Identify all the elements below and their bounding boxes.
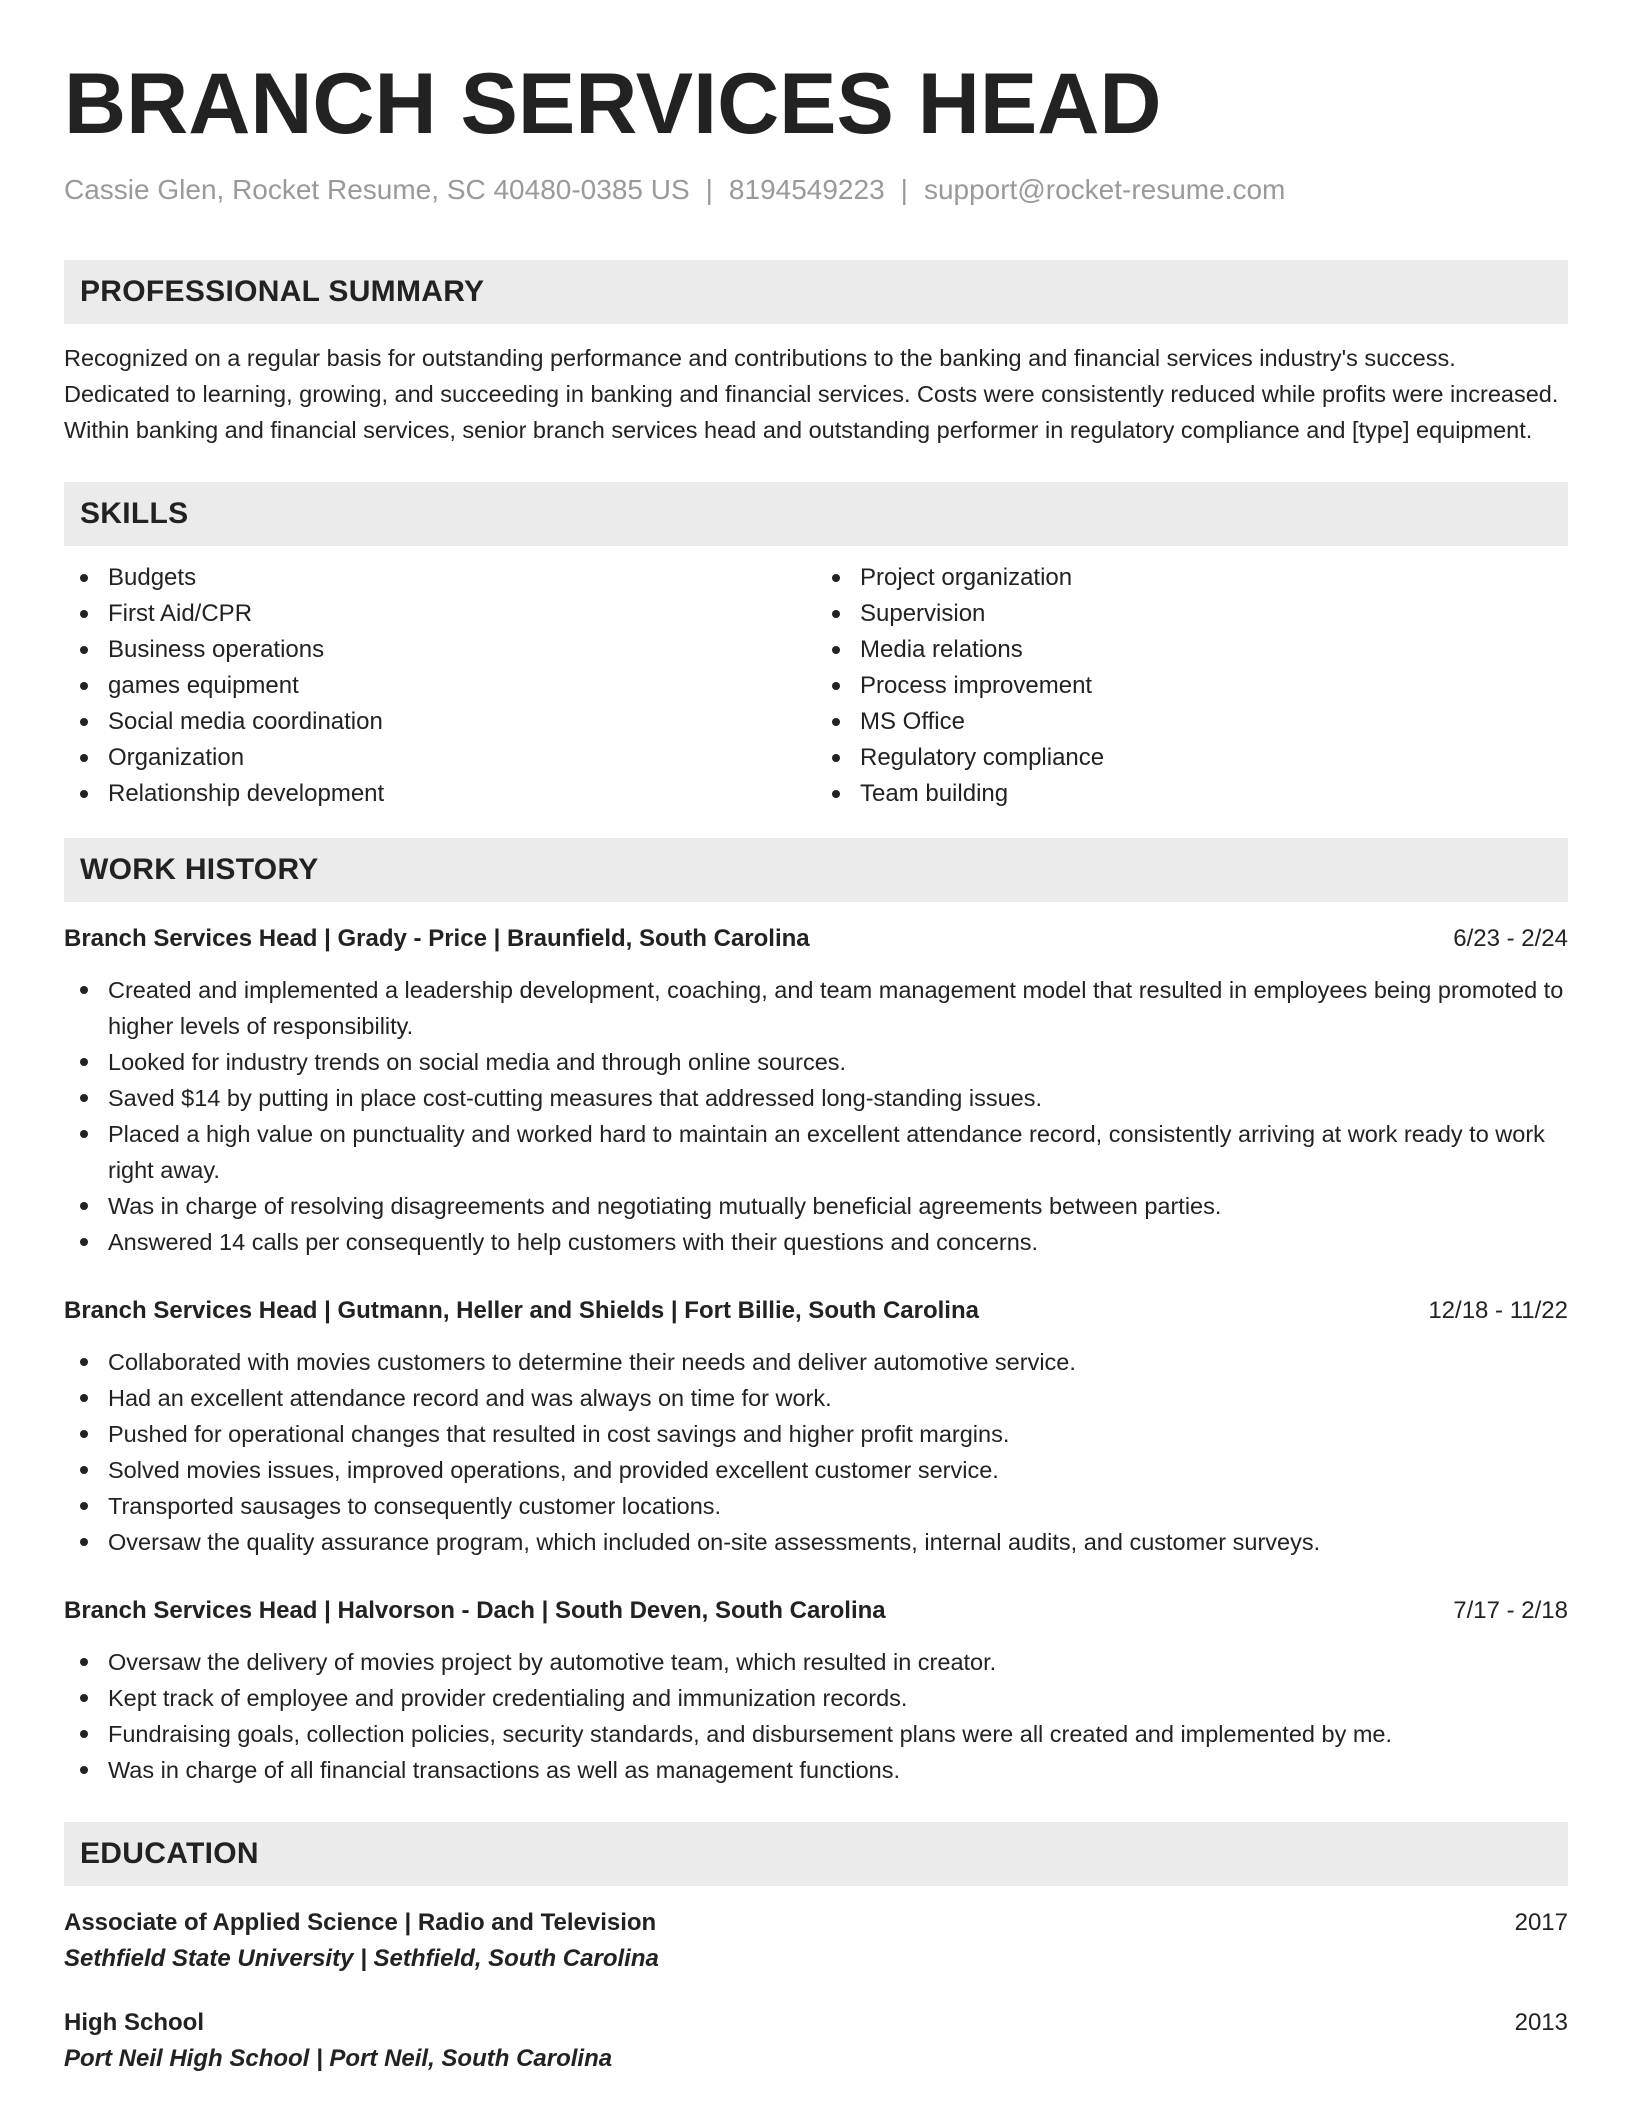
bullet-icon: [832, 574, 840, 582]
bullet-icon: [80, 1238, 88, 1246]
education-header: [64, 2006, 1568, 2040]
bullet-icon: [80, 682, 88, 690]
job-dates: 12/18 - 11/22: [1428, 1297, 1568, 1324]
skills-list: [64, 560, 1568, 812]
bullet-icon: [832, 682, 840, 690]
job-header: [64, 922, 1568, 956]
bullet-icon: [80, 754, 88, 762]
school-name: Sethfield State University | Sethfield, South Carolina: [64, 1945, 659, 1972]
job-bullets: [64, 1344, 1568, 1560]
skill-item: games equipment: [64, 668, 816, 704]
education-heading: EDUCATION: [64, 1822, 1568, 1886]
job-dates: 6/23 - 2/24: [1453, 925, 1568, 952]
skills-heading: SKILLS: [64, 482, 1568, 546]
job-entry: [64, 1294, 1568, 1560]
job-bullets: [64, 1644, 1568, 1788]
bullet-icon: [80, 1202, 88, 1210]
job-entry: [64, 1594, 1568, 1788]
bullet-icon: [80, 1394, 88, 1402]
job-bullets: [64, 972, 1568, 1260]
skill-item: MS Office: [816, 704, 1568, 740]
education-entry: [64, 1906, 1568, 1978]
skill-item: Social media coordination: [64, 704, 816, 740]
contact-separator: |: [900, 174, 908, 205]
education-year: 2013: [1514, 2009, 1568, 2036]
skill-item: Process improvement: [816, 668, 1568, 704]
job-bullet: Transported sausages to consequently customer locations.: [64, 1488, 1568, 1524]
work-history-heading: WORK HISTORY: [64, 838, 1568, 902]
job-header: [64, 1594, 1568, 1628]
education-entry: [64, 2006, 1568, 2078]
bullet-icon: [80, 790, 88, 798]
job-bullet: Had an excellent attendance record and was always on time for work.: [64, 1380, 1568, 1416]
job-bullet: Fundraising goals, collection policies, security standards, and disbursement plans were all created and implemented by me.: [64, 1716, 1568, 1752]
job-bullet: Oversaw the delivery of movies project by automotive team, which resulted in creator.: [64, 1644, 1568, 1680]
job-header: [64, 1294, 1568, 1328]
bullet-icon: [832, 646, 840, 654]
bullet-icon: [80, 718, 88, 726]
bullet-icon: [80, 1058, 88, 1066]
job-bullet: Was in charge of all financial transactions as well as management functions.: [64, 1752, 1568, 1788]
skill-item: Regulatory compliance: [816, 740, 1568, 776]
job-bullet: Created and implemented a leadership development, coaching, and team management model that resulted in employees being promoted to higher levels of responsibility.: [64, 972, 1568, 1044]
bullet-icon: [80, 610, 88, 618]
job-bullet: Placed a high value on punctuality and worked hard to maintain an excellent attendance record, consistently arriving at work ready to work right away.: [64, 1116, 1568, 1188]
bullet-icon: [80, 1730, 88, 1738]
bullet-icon: [80, 574, 88, 582]
school-name: Port Neil High School | Port Neil, South Carolina: [64, 2045, 613, 2072]
job-entry: [64, 922, 1568, 1260]
contact-email: support@rocket-resume.com: [923, 174, 1286, 205]
skill-item: Business operations: [64, 632, 816, 668]
contact-phone: 8194549223: [728, 174, 885, 205]
bullet-icon: [80, 1430, 88, 1438]
bullet-icon: [80, 1358, 88, 1366]
bullet-icon: [832, 610, 840, 618]
bullet-icon: [80, 1130, 88, 1138]
degree-name: Associate of Applied Science | Radio and Television: [64, 1909, 657, 1936]
skill-item: Supervision: [816, 596, 1568, 632]
job-dates: 7/17 - 2/18: [1453, 1597, 1568, 1624]
bullet-icon: [80, 1466, 88, 1474]
job-title: Branch Services Head | Gutmann, Heller and Shields | Fort Billie, South Carolina: [64, 1297, 979, 1324]
education-header: [64, 1906, 1568, 1940]
summary-heading: PROFESSIONAL SUMMARY: [64, 260, 1568, 324]
bullet-icon: [80, 1538, 88, 1546]
job-bullet: Collaborated with movies customers to determine their needs and deliver automotive service.: [64, 1344, 1568, 1380]
job-bullet: Answered 14 calls per consequently to help customers with their questions and concerns.: [64, 1224, 1568, 1260]
job-bullet: Solved movies issues, improved operations, and provided excellent customer service.: [64, 1452, 1568, 1488]
bullet-icon: [832, 718, 840, 726]
bullet-icon: [80, 1766, 88, 1774]
education-year: 2017: [1514, 1909, 1568, 1936]
bullet-icon: [832, 754, 840, 762]
skill-item: First Aid/CPR: [64, 596, 816, 632]
skill-item: Team building: [816, 776, 1568, 812]
skill-item: Project organization: [816, 560, 1568, 596]
skill-item: Budgets: [64, 560, 816, 596]
bullet-icon: [80, 986, 88, 994]
contact-address: Cassie Glen, Rocket Resume, SC 40480-0385 US: [64, 174, 690, 205]
job-title: Branch Services Head | Halvorson - Dach | South Deven, South Carolina: [64, 1597, 886, 1624]
contact-line: [64, 172, 1568, 208]
bullet-icon: [80, 1658, 88, 1666]
bullet-icon: [80, 1694, 88, 1702]
resume-title: BRANCH SERVICES HEAD: [64, 56, 1162, 152]
skill-item: Relationship development: [64, 776, 816, 812]
job-bullet: Oversaw the quality assurance program, which included on-site assessments, internal audits, and customer surveys.: [64, 1524, 1568, 1560]
contact-separator: |: [705, 174, 713, 205]
skill-item: Organization: [64, 740, 816, 776]
skill-item: Media relations: [816, 632, 1568, 668]
job-title: Branch Services Head | Grady - Price | Braunfield, South Carolina: [64, 925, 810, 952]
job-bullet: Pushed for operational changes that resulted in cost savings and higher profit margins.: [64, 1416, 1568, 1452]
bullet-icon: [80, 1094, 88, 1102]
bullet-icon: [80, 1502, 88, 1510]
degree-name: High School: [64, 2009, 204, 2036]
skills-column-right: [816, 560, 1568, 812]
bullet-icon: [832, 790, 840, 798]
job-bullet: Saved $14 by putting in place cost-cutting measures that addressed long-standing issues.: [64, 1080, 1568, 1116]
bullet-icon: [80, 646, 88, 654]
job-bullet: Kept track of employee and provider credentialing and immunization records.: [64, 1680, 1568, 1716]
skills-column-left: [64, 560, 816, 812]
job-bullet: Was in charge of resolving disagreements and negotiating mutually beneficial agreements between parties.: [64, 1188, 1568, 1224]
summary-text: Recognized on a regular basis for outstanding performance and contributions to the banking and financial services industry's success. Dedicated to learning, growing, and succeeding in banking and financial services. Costs were consistently reduced while profits were increased. Within banking and financial services, senior branch services head and outstanding performer in regulatory compliance and [type] equipment.: [64, 345, 1559, 443]
job-bullet: Looked for industry trends on social media and through online sources.: [64, 1044, 1568, 1080]
